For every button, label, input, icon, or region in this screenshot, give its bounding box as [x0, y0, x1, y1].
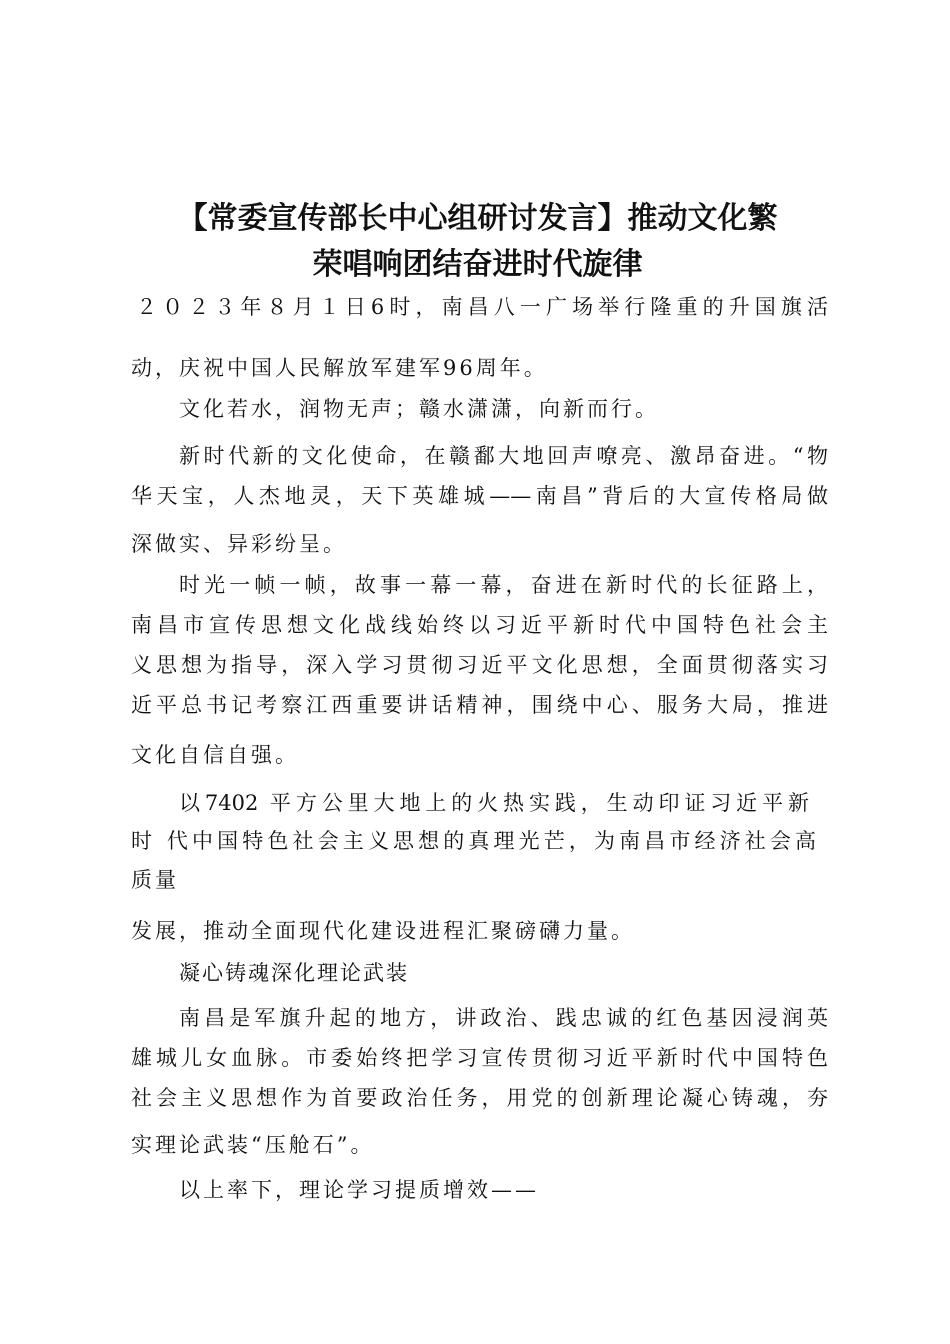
- body-line: 质量: [131, 868, 179, 892]
- title-line-2: 荣唱响团结奋进时代旋律: [312, 247, 643, 282]
- body-line: 华天宝，人杰地灵，天下英雄城——南昌”背后的大宣传格局做: [131, 484, 828, 508]
- body-line: 动，庆祝中国人民解放军建军96周年。: [131, 356, 548, 380]
- body-line: 社会主义思想作为首要政治任务，用党的创新理论凝心铸魂，夯: [131, 1086, 828, 1110]
- body-line: 发展，推动全面现代化建设进程汇聚磅礴力量。: [131, 919, 635, 943]
- body-line: ２０２３年８月１日6时，南昌八一广场举行隆重的升国旗活: [136, 295, 828, 319]
- body-line: 雄城儿女血脉。市委始终把学习宣传贯彻习近平新时代中国特色: [131, 1046, 828, 1070]
- body-line: 南昌是军旗升起的地方，讲政治、践忠诚的红色基因浸润英: [179, 1006, 828, 1030]
- document-title: [120, 196, 835, 288]
- body-line: 近平总书记考察江西重要讲话精神，围绕中心、服务大局，推进: [131, 693, 828, 717]
- title-line-1: 【常委宣传部长中心组研讨发言】推动文化繁: [177, 201, 778, 236]
- body-line: 深做实、异彩纷呈。: [131, 532, 347, 556]
- body-line: 以上率下，理论学习提质增效——: [179, 1178, 539, 1202]
- body-line: 文化若水，润物无声；赣水潇潇，向新而行。: [179, 397, 659, 421]
- body-line: 时 代中国特色社会主义思想的真理光芒，为南昌市经济社会高: [131, 829, 816, 853]
- body-line: 新时代新的文化使命，在赣鄱大地回声嘹亮、激昂奋进。“物: [179, 444, 828, 468]
- section-heading: 凝心铸魂深化理论武装: [179, 961, 409, 985]
- body-line: 时光一帧一帧，故事一幕一幕，奋进在新时代的长征路上，: [179, 573, 828, 597]
- body-line: 南昌市宣传思想文化战线始终以习近平新时代中国特色社会主: [131, 613, 828, 637]
- body-line: 文化自信自强。: [131, 743, 299, 767]
- body-line: 实理论武装“压舱石”。: [131, 1133, 375, 1157]
- body-line: 以7402 平方公里大地上的火热实践，生动印证习近平新: [179, 791, 809, 815]
- body-line: 义思想为指导，深入学习贯彻习近平文化思想，全面贯彻落实习: [131, 653, 828, 677]
